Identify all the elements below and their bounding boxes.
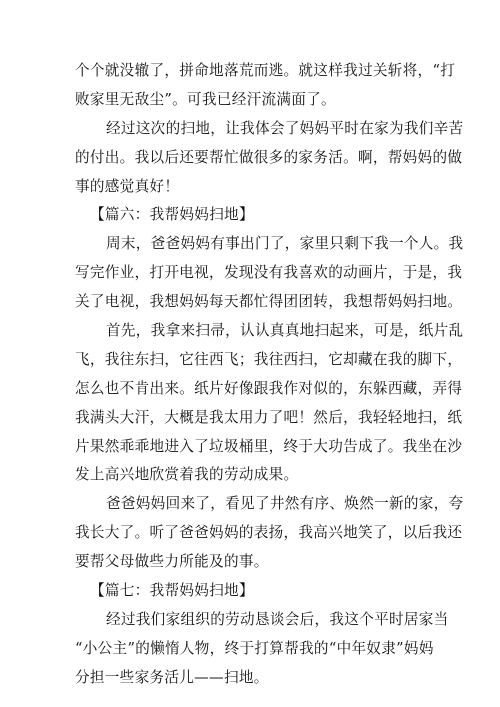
text-line: 首先，我拿来扫帚，认认真真地扫起来，可是，纸片乱 (106, 322, 464, 340)
section-heading: 【篇七：我帮妈妈扫地】 (90, 582, 254, 600)
text-line: 事的感觉真好！ (75, 177, 180, 195)
text-line: 经过我们家组织的劳动恳谈会后，我这个平时居家当 (106, 610, 449, 628)
text-line: 经过这次的扫地，让我体会了妈妈平时在家为我们辛苦 (106, 119, 464, 137)
text-line: 怎么也不肯出来。纸片好像跟我作对似的，东躲西藏，弄得 (75, 379, 463, 397)
text-line: 要帮父母做些力所能及的事。 (75, 553, 269, 571)
text-line: 爸爸妈妈回来了，看见了井然有序、焕然一新的家，夸 (106, 495, 464, 513)
text-line: 片果然乖乖地进入了垃圾桶里，终于大功告成了。我坐在沙 (75, 437, 463, 455)
text-line: 的付出。我以后还要帮忙做很多的家务活。啊，帮妈妈的做 (75, 148, 463, 166)
text-line: 周末，爸爸妈妈有事出门了，家里只剩下我一个人。我 (106, 235, 464, 253)
text-line: 分担一些家务活儿——扫地。 (75, 668, 269, 686)
text-line: 飞，我往东扫，它往西飞；我往西扫，它却藏在我的脚下， (75, 350, 463, 368)
text-line: “小公主”的懒惰人物，终于打算帮我的“中年奴隶”妈妈 (75, 639, 434, 657)
text-line: 关了电视，我想妈妈每天都忙得团团转，我想帮妈妈扫地。 (75, 293, 463, 311)
text-line: 发上高兴地欣赏着我的劳动成果。 (75, 466, 299, 484)
text-line: 败家里无敌尘”。可我已经汗流满面了。 (75, 90, 336, 108)
text-line: 个个就没辙了，拼命地落荒而逃。就这样我过关斩将，“打 (75, 62, 456, 79)
section-heading: 【篇六：我帮妈妈扫地】 (90, 206, 254, 224)
text-line: 我长大了。听了爸爸妈妈的表扬，我高兴地笑了，以后我还 (75, 524, 463, 542)
document-body (75, 57, 464, 693)
text-line: 我满头大汗，大概是我太用力了吧！然后，我轻轻地扫，纸 (75, 408, 463, 426)
text-line: 写完作业，打开电视，发现没有我喜欢的动画片，于是，我 (75, 264, 463, 282)
